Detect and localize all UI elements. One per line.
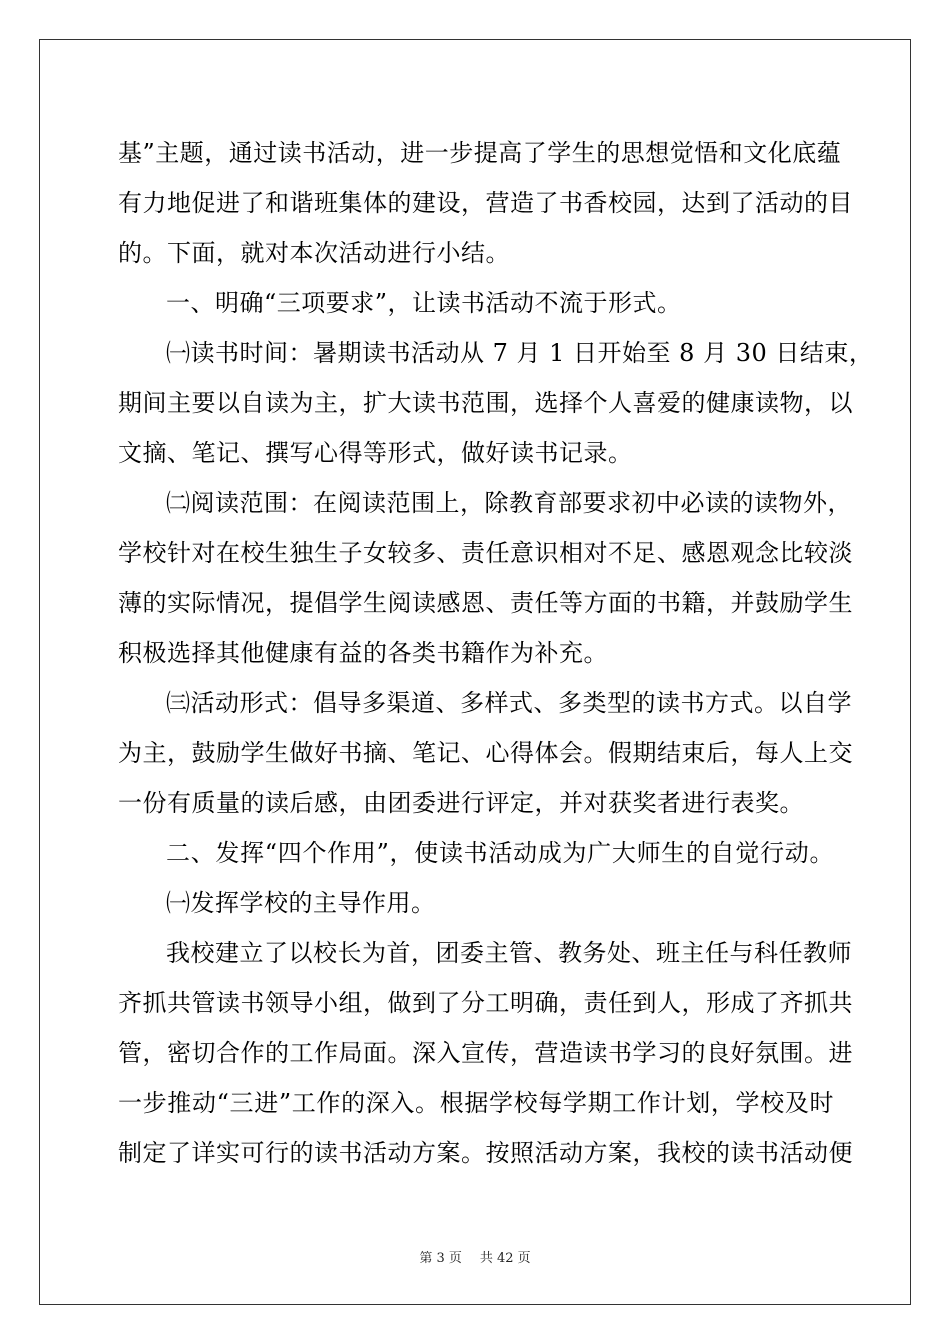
subsection-heading: ㈠发挥学校的主导作用。 bbox=[166, 889, 436, 917]
paragraph-start-line: ㈡阅读范围：在阅读范围上，除教育部要求初中必读的读物外， bbox=[166, 489, 852, 517]
section-heading: 二、发挥“四个作用”，使读书活动成为广大师生的自觉行动。 bbox=[166, 839, 834, 867]
total-pages: 共 42 页 bbox=[479, 1251, 531, 1266]
paragraph-start-line: ㈠读书时间：暑期读书活动从 7 月 1 日开始至 8 月 30 日结束， bbox=[166, 339, 874, 367]
paragraph-start-line: ㈢活动形式：倡导多渠道、多样式、多类型的读书方式。以自学 bbox=[166, 689, 852, 717]
page-footer bbox=[0, 1247, 950, 1266]
document-body bbox=[118, 128, 874, 1178]
text-line: 齐抓共管读书领导小组，做到了分工明确，责任到人，形成了齐抓共 bbox=[118, 989, 853, 1017]
paragraph-start-line: 我校建立了以校长为首，团委主管、教务处、班主任与科任教师 bbox=[166, 939, 852, 967]
text-line: 的。下面，就对本次活动进行小结。 bbox=[118, 239, 510, 267]
text-line: 期间主要以自读为主，扩大读书范围，选择个人喜爱的健康读物，以 bbox=[118, 389, 853, 417]
text-line: 制定了详实可行的读书活动方案。按照活动方案，我校的读书活动便 bbox=[118, 1139, 853, 1167]
text-line: 积极选择其他健康有益的各类书籍作为补充。 bbox=[118, 639, 608, 667]
text-line: 管，密切合作的工作局面。深入宣传，营造读书学习的良好氛围。进 bbox=[118, 1039, 853, 1067]
text-line: 薄的实际情况，提倡学生阅读感恩、责任等方面的书籍，并鼓励学生 bbox=[118, 589, 853, 617]
text-line: 为主，鼓励学生做好书摘、笔记、心得体会。假期结束后，每人上交 bbox=[118, 739, 853, 767]
text-line: 基”主题，通过读书活动，进一步提高了学生的思想觉悟和文化底蕴 bbox=[118, 139, 842, 167]
text-line: 一份有质量的读后感，由团委进行评定，并对获奖者进行表奖。 bbox=[118, 789, 804, 817]
section-heading: 一、明确“三项要求”，让读书活动不流于形式。 bbox=[166, 289, 682, 317]
text-line: 学校针对在校生独生子女较多、责任意识相对不足、感恩观念比较淡 bbox=[118, 539, 853, 567]
text-line: 一步推动“三进”工作的深入。根据学校每学期工作计划，学校及时 bbox=[118, 1089, 834, 1117]
current-page-number: 第 3 页 bbox=[419, 1251, 462, 1266]
text-line: 文摘、笔记、撰写心得等形式，做好读书记录。 bbox=[118, 439, 633, 467]
text-line: 有力地促进了和谐班集体的建设，营造了书香校园，达到了活动的目 bbox=[118, 189, 853, 217]
